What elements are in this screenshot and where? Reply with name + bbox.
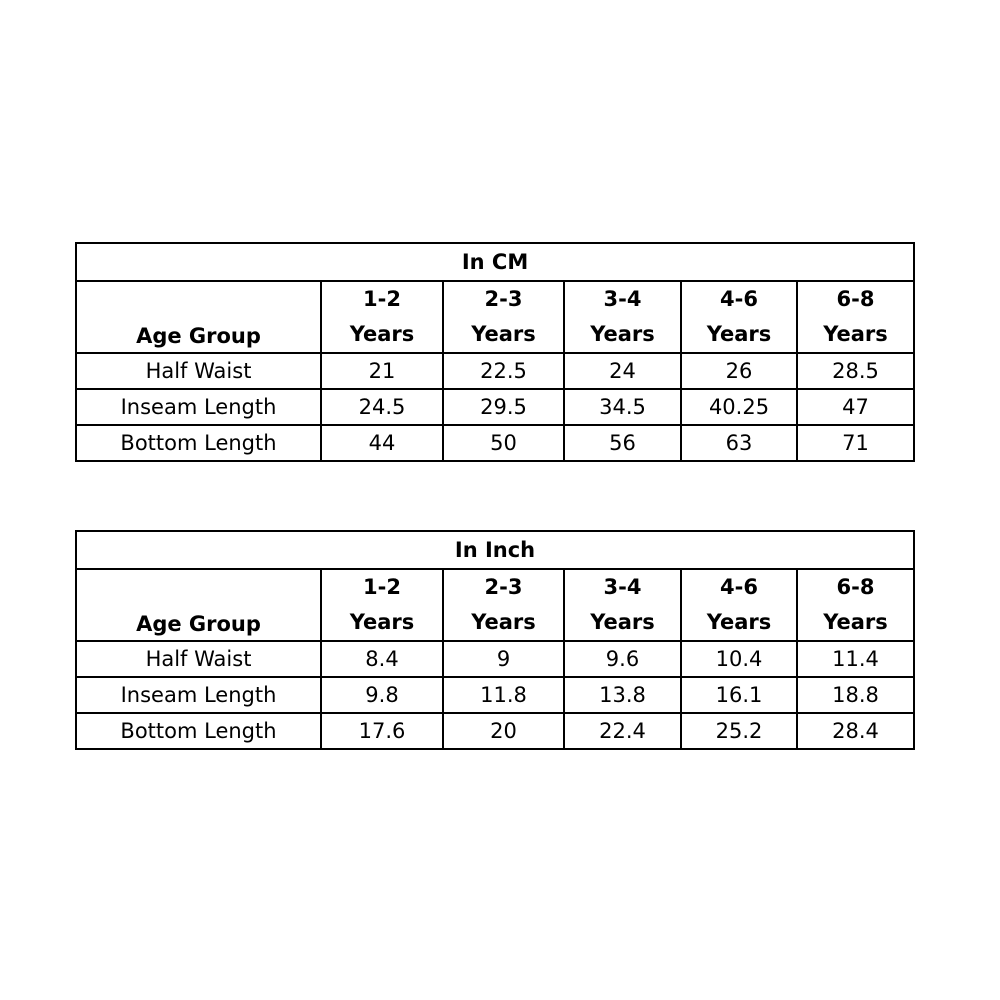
column-header bbox=[681, 281, 797, 353]
column-header-unit: Years bbox=[706, 610, 772, 634]
table-cell: 11.4 bbox=[797, 641, 914, 677]
table-cell: 26 bbox=[681, 353, 797, 389]
column-header bbox=[564, 281, 681, 353]
table-title: In CM bbox=[76, 243, 914, 281]
column-header-unit: Years bbox=[349, 610, 415, 634]
table-cell: 56 bbox=[564, 425, 681, 461]
row-label: Inseam Length bbox=[76, 389, 321, 425]
table-cell: 8.4 bbox=[321, 641, 443, 677]
table-cell: 47 bbox=[797, 389, 914, 425]
table-cell: 10.4 bbox=[681, 641, 797, 677]
table-cell: 11.8 bbox=[443, 677, 564, 713]
column-header-range: 2-3 bbox=[484, 575, 523, 599]
table-cell: 17.6 bbox=[321, 713, 443, 749]
column-header-range: 4-6 bbox=[720, 575, 758, 599]
table-cell: 21 bbox=[321, 353, 443, 389]
column-header bbox=[321, 281, 443, 353]
table-title-row bbox=[76, 531, 914, 569]
row-label: Bottom Length bbox=[76, 425, 321, 461]
column-header-range: 1-2 bbox=[363, 575, 401, 599]
table-cell: 28.4 bbox=[797, 713, 914, 749]
table-header-row bbox=[76, 569, 914, 641]
table-cell: 40.25 bbox=[681, 389, 797, 425]
table-cell: 29.5 bbox=[443, 389, 564, 425]
table-row bbox=[76, 713, 914, 749]
row-label: Inseam Length bbox=[76, 677, 321, 713]
column-header-unit: Years bbox=[590, 610, 655, 634]
column-header-range: 2-3 bbox=[484, 287, 523, 311]
table-cell: 71 bbox=[797, 425, 914, 461]
size-chart-inch-table bbox=[75, 530, 915, 750]
table-cell: 50 bbox=[443, 425, 564, 461]
column-header-unit: Years bbox=[823, 610, 888, 634]
age-group-header: Age Group bbox=[76, 569, 321, 641]
column-header bbox=[564, 569, 681, 641]
table-cell: 16.1 bbox=[681, 677, 797, 713]
table-title: In Inch bbox=[76, 531, 914, 569]
column-header bbox=[443, 569, 564, 641]
column-header-unit: Years bbox=[471, 322, 536, 346]
table-cell: 22.4 bbox=[564, 713, 681, 749]
table-title-row bbox=[76, 243, 914, 281]
table-row bbox=[76, 641, 914, 677]
column-header-unit: Years bbox=[471, 610, 536, 634]
column-header-range: 3-4 bbox=[603, 287, 642, 311]
column-header bbox=[321, 569, 443, 641]
table-cell: 34.5 bbox=[564, 389, 681, 425]
table-cell: 9.6 bbox=[564, 641, 681, 677]
table-cell: 24.5 bbox=[321, 389, 443, 425]
table-cell: 9 bbox=[443, 641, 564, 677]
table-cell: 44 bbox=[321, 425, 443, 461]
table-cell: 9.8 bbox=[321, 677, 443, 713]
table-row bbox=[76, 677, 914, 713]
column-header bbox=[681, 569, 797, 641]
column-header-range: 3-4 bbox=[603, 575, 642, 599]
size-chart-cm-table bbox=[75, 242, 915, 462]
table-cell: 63 bbox=[681, 425, 797, 461]
column-header-range: 4-6 bbox=[720, 287, 758, 311]
column-header-unit: Years bbox=[823, 322, 888, 346]
column-header bbox=[443, 281, 564, 353]
table-row bbox=[76, 353, 914, 389]
row-label: Bottom Length bbox=[76, 713, 321, 749]
column-header-range: 6-8 bbox=[836, 287, 875, 311]
table-cell: 25.2 bbox=[681, 713, 797, 749]
column-header bbox=[797, 569, 914, 641]
table-row bbox=[76, 425, 914, 461]
table-cell: 20 bbox=[443, 713, 564, 749]
row-label: Half Waist bbox=[76, 353, 321, 389]
age-group-header: Age Group bbox=[76, 281, 321, 353]
column-header-unit: Years bbox=[590, 322, 655, 346]
table-row bbox=[76, 389, 914, 425]
row-label: Half Waist bbox=[76, 641, 321, 677]
table-cell: 18.8 bbox=[797, 677, 914, 713]
column-header bbox=[797, 281, 914, 353]
column-header-range: 1-2 bbox=[363, 287, 401, 311]
column-header-unit: Years bbox=[349, 322, 415, 346]
table-cell: 13.8 bbox=[564, 677, 681, 713]
table-cell: 22.5 bbox=[443, 353, 564, 389]
table-cell: 28.5 bbox=[797, 353, 914, 389]
table-cell: 24 bbox=[564, 353, 681, 389]
table-header-row bbox=[76, 281, 914, 353]
column-header-unit: Years bbox=[706, 322, 772, 346]
column-header-range: 6-8 bbox=[836, 575, 875, 599]
